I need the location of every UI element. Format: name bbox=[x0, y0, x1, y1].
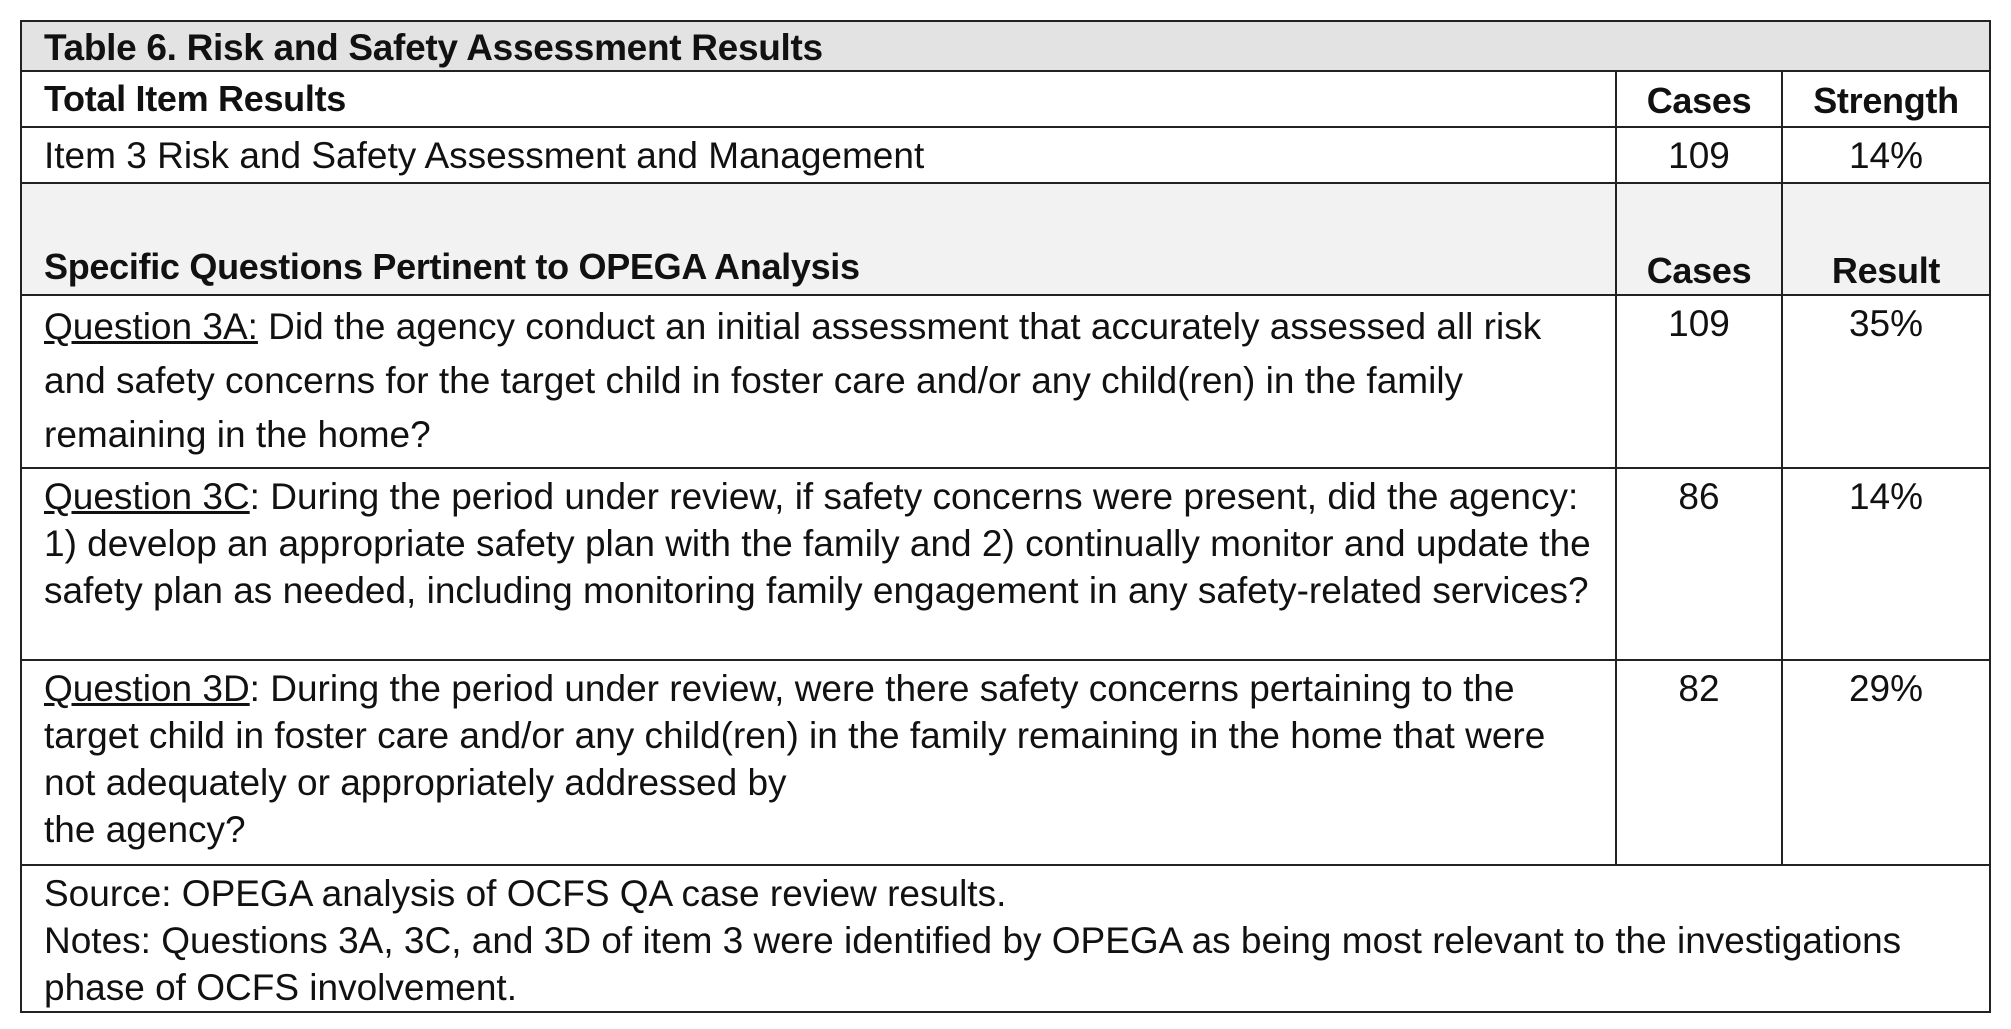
table-caption: Table 6. Risk and Safety Assessment Results bbox=[21, 21, 1990, 71]
table-row bbox=[21, 295, 1990, 468]
total-header-label: Total Item Results bbox=[21, 71, 1616, 127]
total-row-label: Item 3 Risk and Safety Assessment and Management bbox=[21, 127, 1616, 183]
question-3d-body: : During the period under review, were there safety concerns pertaining to the target child in foster care and/or any child(ren) in the family remaining in the home that were not adequately or appropriately addressed by bbox=[44, 668, 1546, 803]
question-3a-result: 35% bbox=[1782, 295, 1990, 468]
question-3a-text bbox=[21, 295, 1616, 468]
question-3d-body-line2: the agency? bbox=[44, 809, 246, 850]
table-row bbox=[21, 660, 1990, 865]
question-3d-cases: 82 bbox=[1616, 660, 1782, 865]
source-note: Source: OPEGA analysis of OCFS QA case review results. bbox=[44, 873, 1007, 914]
question-3d-result: 29% bbox=[1782, 660, 1990, 865]
question-3d-id: Question 3D bbox=[44, 668, 250, 709]
total-header-cases: Cases bbox=[1616, 71, 1782, 127]
questions-header-result: Result bbox=[1782, 183, 1990, 295]
table-row bbox=[21, 468, 1990, 660]
total-row-strength: 14% bbox=[1782, 127, 1990, 183]
questions-header-cases: Cases bbox=[1616, 183, 1782, 295]
question-3c-cases: 86 bbox=[1616, 468, 1782, 660]
question-3a-cases: 109 bbox=[1616, 295, 1782, 468]
risk-safety-table bbox=[20, 20, 1991, 1013]
question-3c-result: 14% bbox=[1782, 468, 1990, 660]
question-3a-id: Question 3A: bbox=[44, 306, 258, 347]
questions-header-label: Specific Questions Pertinent to OPEGA Analysis bbox=[21, 183, 1616, 295]
total-header-strength: Strength bbox=[1782, 71, 1990, 127]
question-3a-body: Did the agency conduct an initial assessment that accurately assessed all risk and safety concerns for the target child in foster care and/or any child(ren) in the family remaining in the home? bbox=[44, 306, 1542, 455]
table-footer bbox=[21, 865, 1990, 1012]
notes-text: Notes: Questions 3A, 3C, and 3D of item 3 were identified by OPEGA as being most relevant to the investigations phase of OCFS involvement. bbox=[44, 920, 1902, 1008]
question-3c-text bbox=[21, 468, 1616, 660]
question-3c-body: : During the period under review, if safety concerns were present, did the agency: 1) develop an appropriate safety plan with the family and 2) continually monitor and update the safety plan as needed, including monitoring family engagement in any safety-related services? bbox=[44, 476, 1591, 611]
total-row-cases: 109 bbox=[1616, 127, 1782, 183]
question-3d-text bbox=[21, 660, 1616, 865]
question-3c-id: Question 3C bbox=[44, 476, 250, 517]
